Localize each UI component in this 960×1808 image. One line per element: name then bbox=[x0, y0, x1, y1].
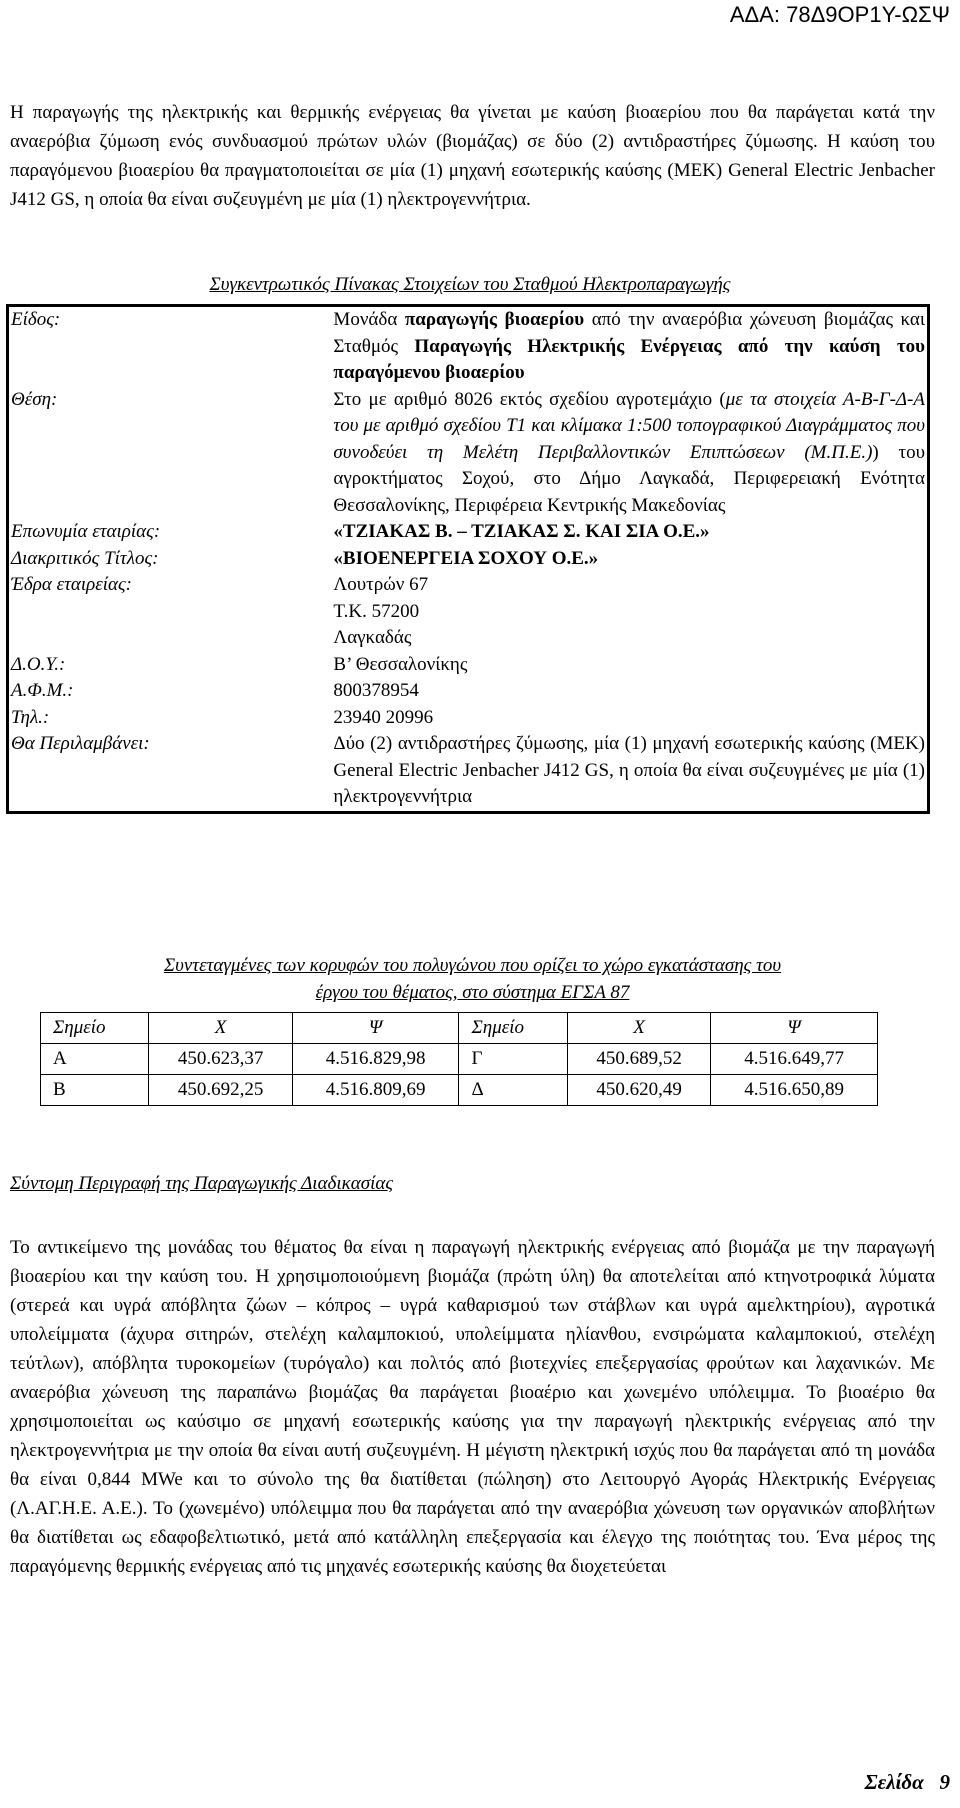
process-heading: Σύντομη Περιγραφή της Παραγωγικής Διαδικασίας bbox=[10, 1173, 394, 1194]
titlos-value: «ΒΙΟΕΝΕΡΓΕΙΑ ΣΟΧΟΥ Ο.Ε.» bbox=[333, 547, 599, 569]
table-row bbox=[41, 1075, 878, 1106]
coords-header-cell: Χ bbox=[149, 1013, 292, 1044]
thesi-value: Στο με αριθμό 8026 εκτός σχεδίου αγροτεμάχιο (με τα στοιχεία Α-Β-Γ-Δ-Α του με αριθμό σχεδίου Τ1 και κλίμακα 1:500 τοπογραφικού Διαγράμματος που συνοδεύει τη Μελέτη Περιβαλλοντικών Επιπτώσεων (Μ.Π.Ε.)) του αγροκτήματος Σοχού, στο Δήμο Λαγκαδά, Περιφερειακή Ενότητα Θεσσαλονίκης, Περιφέρεια Κεντρικής Μακεδονίας bbox=[333, 388, 925, 516]
afm-label: Α.Φ.Μ.: bbox=[11, 680, 74, 701]
eidos-value: Μονάδα παραγωγής βιοαερίου από την αναερόβια χώνευση βιομάζας και Σταθμός Παραγωγής Ηλεκτρικής Ενέργειας από την καύση του παραγόμενου βιοαερίου bbox=[333, 309, 926, 383]
info-row-eponymia bbox=[8, 519, 929, 546]
info-row-titlos bbox=[8, 546, 929, 573]
afm-value: 800378954 bbox=[333, 680, 419, 701]
coords-caption: Συντεταγμένες των κορυφών του πολυγώνου που ορίζει το χώρο εγκατάστασης του έργου του θέματος, στο σύστημα ΕΓΣΑ 87 bbox=[163, 955, 782, 1003]
table-cell: 450.620,49 bbox=[567, 1075, 710, 1106]
coords-header-cell: Χ bbox=[567, 1013, 710, 1044]
page-number: Σελίδα 9 bbox=[864, 1770, 950, 1794]
station-info-table bbox=[6, 304, 930, 814]
eponymia-label: Επωνυμία εταιρίας: bbox=[11, 521, 161, 542]
info-row-thesi bbox=[8, 387, 929, 520]
coordinates-table bbox=[40, 1012, 878, 1106]
table-cell: Α bbox=[41, 1044, 149, 1075]
info-row-edra bbox=[8, 572, 929, 652]
coords-header-cell: Ψ bbox=[292, 1013, 459, 1044]
table-row bbox=[41, 1044, 878, 1075]
doy-label: Δ.Ο.Υ.: bbox=[11, 653, 66, 675]
coords-header-cell: Ψ bbox=[711, 1013, 878, 1044]
table-cell: Δ bbox=[459, 1075, 567, 1106]
periex-value: Δύο (2) αντιδραστήρες ζύμωσης, μία (1) μηχανή εσωτερικής καύσης (ΜΕΚ) General Electric Jenbacher J412 GS, η οποία θα είναι συζευγμένες με μία (1) ηλεκτρογεννήτρια bbox=[333, 733, 925, 807]
table-cell: 4.516.809,69 bbox=[292, 1075, 459, 1106]
info-row-afm bbox=[8, 678, 929, 705]
ada-code: ΑΔΑ: 78Δ9ΟΡ1Υ-ΩΣΨ bbox=[729, 2, 950, 27]
table-cell: 4.516.829,98 bbox=[292, 1044, 459, 1075]
table-cell: Γ bbox=[459, 1044, 567, 1075]
info-row-til bbox=[8, 705, 929, 732]
table-cell: 450.689,52 bbox=[567, 1044, 710, 1075]
info-row-doy bbox=[8, 652, 929, 679]
eponymia-value: «ΤΖΙΑΚΑΣ Β. – ΤΖΙΑΚΑΣ Σ. ΚΑΙ ΣΙΑ Ο.Ε.» bbox=[333, 521, 710, 542]
periex-label: Θα Περιλαμβάνει: bbox=[11, 733, 150, 754]
intro-paragraph: Η παραγωγής της ηλεκτρικής και θερμικής ενέργειας θα γίνεται με καύση βιοαερίου που θα παράγεται κατά την αναερόβια ζύμωση ενός συνδυασμού πρώτων υλών (βιομάζας) σε δύο (2) αντιδραστήρες ζύμωσης. Η καύση του παραγόμενου βιοαερίου θα πραγματοποιείται σε μία (1) μηχανή εσωτερικής καύσης (ΜΕΚ) General Electric Jenbacher J412 GS, η οποία θα είναι συζευγμένη με μία (1) ηλεκτρογεννήτρια. bbox=[10, 102, 935, 210]
coords-header-row bbox=[41, 1013, 878, 1044]
thesi-label: Θέση: bbox=[11, 388, 58, 410]
eidos-label: Είδος: bbox=[11, 309, 61, 330]
til-label: Τηλ.: bbox=[11, 706, 50, 728]
table-caption: Συγκεντρωτικός Πίνακας Στοιχείων του Σταθμού Ηλεκτροπαραγωγής bbox=[209, 274, 731, 295]
coords-header-cell: Σημείο bbox=[41, 1013, 149, 1044]
table-cell: 450.623,37 bbox=[149, 1044, 292, 1075]
edra-label: Έδρα εταιρείας: bbox=[11, 574, 133, 595]
edra-value: Λουτρών 67 Τ.Κ. 57200 Λαγκαδάς bbox=[333, 574, 429, 648]
table-cell: 4.516.649,77 bbox=[711, 1044, 878, 1075]
table-cell: 450.692,25 bbox=[149, 1075, 292, 1106]
table-cell: 4.516.650,89 bbox=[711, 1075, 878, 1106]
info-row-eidos bbox=[8, 306, 929, 387]
process-paragraph: Το αντικείμενο της μονάδας του θέματος θα είναι η παραγωγή ηλεκτρικής ενέργειας από βιομάζα με την παραγωγή βιοαερίου και την καύση του. Η χρησιμοποιούμενη βιομάζα (πρώτη ύλη) θα αποτελείται από κτηνοτροφικά λύματα (στερεά και υγρά απόβλητα ζώων – κόπρος – υγρά καθαρισμού των στάβλων και υγρά αμελκτηρίου), αγροτικά υπολείμματα (άχυρα σιτηρών, στελέχη καλαμποκιού, υπολείμματα ηλίανθου, ενσιρώματα καλαμποκιού, στελέχη τεύτλων), απόβλητα τυροκομείων (τυρόγαλο) και πολτός από βιοτεχνίες επεξεργασίας φρούτων και λαχανικών. Με αναερόβια χώνευση της παραπάνω βιομάζας θα παράγεται βιοαέριο και χωνεμένο υπόλειμμα. Το βιοαέριο θα χρησιμοποιείται ως καύσιμο σε μηχανή εσωτερικής καύσης για την παραγωγή ηλεκτρικής ενέργειας από την ηλεκτρογεννήτρια με την οποία θα είναι αυτή συζευγμένη. Η μέγιστη ηλεκτρική ισχύς που θα παράγεται από τη μονάδα θα είναι 0,844 MWe και το σύνολο της θα διατίθεται (πώληση) στο Λειτουργό Αγοράς Ηλεκτρικής Ενέργειας (Λ.ΑΓ.Η.Ε. Α.Ε.). Το (χωνεμένο) υπόλειμμα που θα παράγεται από την αναερόβια χώνευση των οργανικών αποβλήτων θα διατίθεται ως εδαφοβελτιωτικό, μετά από κατάλληλη επεξεργασία και έλεγχο της ποιότητας του. Ένα μέρος της παραγόμενης θερμικής ενέργειας από τις μηχανές εσωτερικής καύσης θα διοχετεύεται bbox=[10, 1237, 935, 1577]
info-row-periex bbox=[8, 731, 929, 812]
doy-value: Β’ Θεσσαλονίκης bbox=[333, 653, 468, 675]
titlos-label: Διακριτικός Τίτλος: bbox=[11, 547, 159, 569]
table-cell: Β bbox=[41, 1075, 149, 1106]
til-value: 23940 20996 bbox=[333, 706, 434, 728]
coords-header-cell: Σημείο bbox=[459, 1013, 567, 1044]
